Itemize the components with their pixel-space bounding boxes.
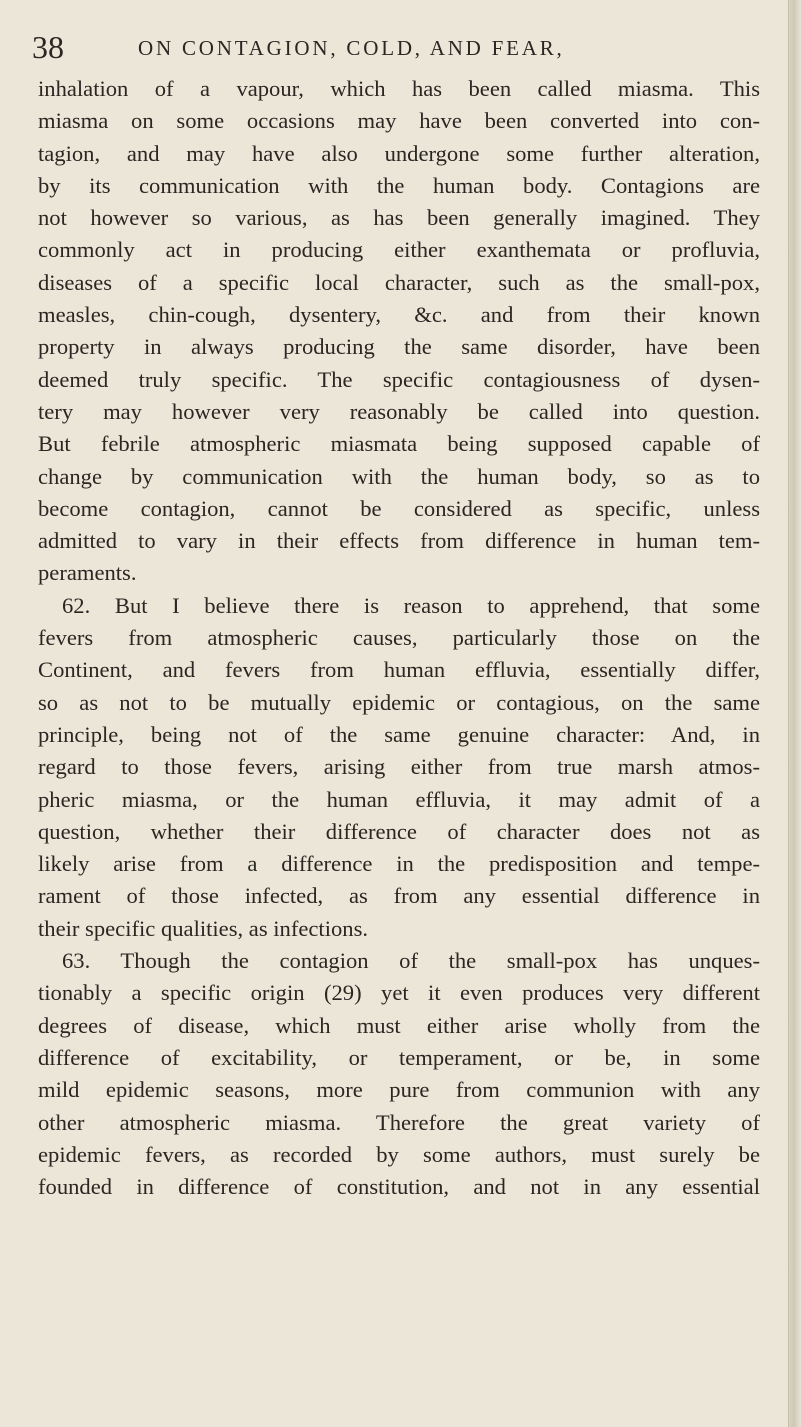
page-edge: [788, 0, 801, 1427]
text-line-paragraph-end: peraments.: [38, 560, 137, 586]
text-line: epidemic fevers, as recorded by some authors, must surely be: [38, 1141, 760, 1167]
text-line: not however so various, as has been generally imagined. They: [38, 205, 760, 231]
text-line: difference of excitability, or temperament, or be, in some: [38, 1044, 760, 1070]
text-line: principle, being not of the same genuine character: And, in: [38, 721, 760, 747]
text-line: tagion, and may have also undergone some further alteration,: [38, 140, 760, 166]
text-line: degrees of disease, which must either arise wholly from the: [38, 1012, 760, 1038]
text-line: diseases of a specific local character, such as the small-pox,: [38, 269, 760, 295]
text-line: commonly act in producing either exanthemata or profluvia,: [38, 237, 760, 263]
text-line: Continent, and fevers from human effluvia, essentially differ,: [38, 657, 760, 683]
page-header: [32, 27, 772, 67]
text-line: other atmospheric miasma. Therefore the great variety of: [38, 1109, 760, 1135]
paragraph-63-start: 63. Though the contagion of the small-pox has unques-: [62, 948, 760, 974]
text-line: fevers from atmospheric causes, particularly those on the: [38, 625, 760, 651]
body-text: [38, 73, 760, 1203]
text-line: likely arise from a difference in the predisposition and tempe-: [38, 851, 760, 877]
text-line: mild epidemic seasons, more pure from communion with any: [38, 1077, 760, 1103]
text-line-paragraph-end: their specific qualities, as infections.: [38, 915, 369, 941]
text-line: tionably a specific origin (29) yet it even produces very different: [38, 980, 760, 1006]
text-line: property in always producing the same disorder, have been: [38, 334, 760, 360]
text-line: But febrile atmospheric miasmata being supposed capable of: [38, 431, 760, 457]
text-line: question, whether their difference of character does not as: [38, 818, 760, 844]
text-line: admitted to vary in their effects from difference in human tem-: [38, 528, 760, 554]
running-head: ON CONTAGION, COLD, AND FEAR,: [138, 36, 565, 60]
paragraph-62-start: 62. But I believe there is reason to apprehend, that some: [62, 592, 760, 618]
text-line: tery may however very reasonably be called into question.: [38, 398, 760, 424]
text-line: by its communication with the human body. Contagions are: [38, 172, 760, 198]
text-line: pheric miasma, or the human effluvia, it may admit of a: [38, 786, 760, 812]
text-line: so as not to be mutually epidemic or contagious, on the same: [38, 689, 760, 715]
text-line: become contagion, cannot be considered as specific, unless: [38, 495, 760, 521]
text-line: regard to those fevers, arising either from true marsh atmos-: [38, 754, 760, 780]
text-line: deemed truly specific. The specific contagiousness of dysen-: [38, 366, 760, 392]
text-line: founded in difference of constitution, and not in any essential: [38, 1174, 760, 1200]
text-line: rament of those infected, as from any essential difference in: [38, 883, 760, 909]
text-line: measles, chin-cough, dysentery, &c. and from their known: [38, 302, 760, 328]
text-line: change by communication with the human body, so as to: [38, 463, 760, 489]
text-line: inhalation of a vapour, which has been called miasma. This: [38, 76, 760, 101]
page-number: 38: [32, 29, 64, 65]
text-line: miasma on some occasions may have been converted into con-: [38, 108, 760, 134]
